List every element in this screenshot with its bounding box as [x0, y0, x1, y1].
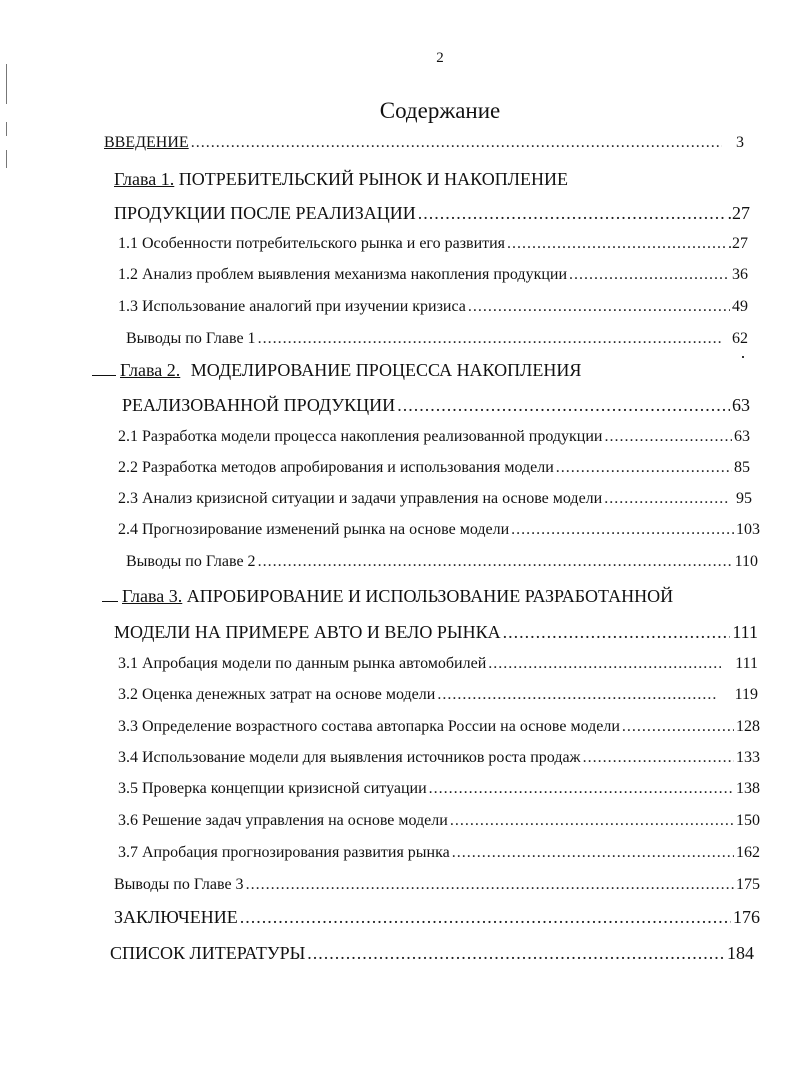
- leader-dots: [556, 455, 732, 481]
- leader-dots: [429, 776, 734, 802]
- toc-page-number: 162: [736, 844, 760, 861]
- chapter-3-title-line1: АПРОБИРОВАНИЕ И ИСПОЛЬЗОВАНИЕ РАЗРАБОТАННОЙ: [186, 586, 674, 606]
- toc-page-number: .27: [727, 203, 750, 223]
- toc-entry-label: ЗАКЛЮЧЕНИЕ: [114, 907, 238, 927]
- toc-entry-intro[interactable]: [104, 130, 744, 156]
- toc-entry-3-7[interactable]: [118, 840, 760, 866]
- toc-page-number: 176: [733, 907, 760, 927]
- page-title: Содержание: [379, 98, 501, 123]
- chapter-3-heading[interactable]: [102, 581, 673, 611]
- toc-page-number: 111: [735, 655, 758, 672]
- toc-entry-label: 2.2 Разработка методов апробирования и использования модели: [118, 459, 554, 476]
- toc-entry-3-2[interactable]: [118, 682, 758, 708]
- toc-entry-references[interactable]: [110, 938, 754, 968]
- page-number: 2: [436, 50, 444, 66]
- toc-page-number: 184: [727, 943, 754, 963]
- leader-dots: [511, 517, 734, 543]
- toc-entry-label: 2.4 Прогнозирование изменений рынка на основе модели: [118, 521, 510, 538]
- leader-dots: [604, 486, 728, 512]
- toc-page-number: 111: [732, 622, 758, 642]
- chapter-2-title-line2: РЕАЛИЗОВАННОЙ ПРОДУКЦИИ: [122, 395, 396, 415]
- toc-entry-label: 1.2 Анализ проблем выявления механизма накопления продукции: [118, 266, 568, 283]
- toc-entry-3-6[interactable]: [118, 808, 760, 834]
- chapter-1-heading[interactable]: [114, 164, 568, 194]
- toc-entry-label: ВВЕДЕНИЕ: [104, 134, 189, 151]
- toc-page-number: 150: [736, 812, 760, 829]
- toc-entry-2-1[interactable]: [118, 424, 750, 450]
- chapter-2-title-line1: МОДЕЛИРОВАНИЕ ПРОЦЕССА НАКОПЛЕНИЯ: [190, 360, 582, 380]
- toc-page-number: 62: [732, 330, 748, 347]
- toc-page-number: 95: [736, 490, 752, 507]
- toc-page-number: 63: [734, 428, 750, 445]
- chapter-3-title-line2: МОДЕЛИ НА ПРИМЕРЕ АВТО И ВЕЛО РЫНКА: [114, 622, 501, 642]
- toc-entry-3-5[interactable]: [118, 776, 760, 802]
- scan-margin-mark: [6, 122, 7, 136]
- leader-dots: [488, 651, 721, 677]
- toc-entry-3-3[interactable]: [118, 714, 760, 740]
- toc-page-number: 85: [734, 459, 750, 476]
- chapter-2-heading[interactable]: [92, 355, 581, 385]
- chapter-1-title-line2-row[interactable]: [114, 198, 750, 228]
- leader-dots: [583, 745, 734, 771]
- toc-entry-label: 2.3 Анализ кризисной ситуации и задачи управления на основе модели: [118, 490, 603, 507]
- leader-dots: [604, 424, 732, 450]
- toc-entry-conclusion-3[interactable]: [114, 872, 760, 898]
- toc-page-number: 49: [732, 298, 748, 315]
- toc-page-number: .27: [728, 235, 748, 252]
- leader-dots: [437, 682, 716, 708]
- chapter-2-title-line2-row[interactable]: [122, 390, 750, 420]
- toc-entry-label: 3.5 Проверка концепции кризисной ситуации: [118, 780, 427, 797]
- toc-entry-label: 3.2 Оценка денежных затрат на основе модели: [118, 686, 436, 703]
- toc-entry-label: 3.7 Апробация прогнозирования развития рынка: [118, 844, 450, 861]
- toc-entry-2-4[interactable]: [118, 517, 760, 543]
- toc-entry-1-1[interactable]: [118, 231, 748, 257]
- leader-dots: [507, 231, 726, 257]
- underline-lead: [102, 583, 118, 602]
- toc-entry-conclusion-1[interactable]: [126, 326, 748, 352]
- toc-entry-3-4[interactable]: [118, 745, 760, 771]
- toc-entry-label: 1.1 Особенности потребительского рынка и его развития: [118, 235, 506, 252]
- toc-page-number: 138: [736, 780, 760, 797]
- leader-dots: [468, 294, 730, 320]
- leader-dots: [191, 130, 722, 156]
- toc-entry-3-1[interactable]: [118, 651, 758, 677]
- toc-entry-2-3[interactable]: [118, 486, 752, 512]
- toc-entry-label: Выводы по Главе 1: [126, 330, 256, 347]
- toc-page-number: 175: [736, 876, 760, 893]
- toc-entry-label: Выводы по Главе 3: [114, 876, 244, 893]
- leader-dots: [450, 808, 734, 834]
- toc-page-number: 133: [736, 749, 760, 766]
- leader-dots: [569, 262, 730, 288]
- toc-entry-label: 3.4 Использование модели для выявления источников роста продаж: [118, 749, 581, 766]
- leader-dots: [246, 872, 734, 898]
- leader-dots: [418, 198, 726, 228]
- toc-entry-label: 2.1 Разработка модели процесса накопления реализованной продукции: [118, 428, 603, 445]
- leader-dots: [240, 902, 731, 932]
- leader-dots: [258, 326, 722, 352]
- toc-page-number: 110: [734, 553, 758, 570]
- chapter-1-title-line1: ПОТРЕБИТЕЛЬСКИЙ РЫНОК И НАКОПЛЕНИЕ: [178, 169, 568, 189]
- chapter-2-prefix: Глава 2.: [120, 360, 181, 380]
- leader-dots: [258, 549, 733, 575]
- toc-entry-label: 3.3 Определение возрастного состава автопарка России на основе модели: [118, 718, 620, 735]
- chapter-1-prefix: Глава 1.: [114, 169, 175, 189]
- toc-entry-conclusion-2[interactable]: [126, 549, 758, 575]
- leader-dots: [307, 938, 725, 968]
- toc-entry-label: Выводы по Главе 2: [126, 553, 256, 570]
- toc-entry-2-2[interactable]: [118, 455, 750, 481]
- toc-page-number: 128: [736, 718, 760, 735]
- scan-speck: [742, 356, 744, 358]
- chapter-3-title-line2-row[interactable]: [114, 617, 758, 647]
- chapter-1-title-line2: ПРОДУКЦИИ ПОСЛЕ РЕАЛИЗАЦИИ: [114, 203, 416, 223]
- toc-entry-1-2[interactable]: [118, 262, 748, 288]
- chapter-3-prefix: Глава 3.: [122, 586, 183, 606]
- leader-dots: [452, 840, 734, 866]
- leader-dots: [503, 617, 731, 647]
- toc-entry-label: 3.1 Апробация модели по данным рынка автомобилей: [118, 655, 487, 672]
- toc-entry-label: 3.6 Решение задач управления на основе модели: [118, 812, 448, 829]
- toc-page-number: 36: [732, 266, 748, 283]
- toc-entry-label: СПИСОК ЛИТЕРАТУРЫ: [110, 943, 306, 963]
- underline-lead: [92, 357, 116, 376]
- toc-page-number: 3: [736, 134, 744, 151]
- toc-entry-final-conclusion[interactable]: [114, 902, 760, 932]
- scan-margin-mark: [6, 150, 7, 168]
- toc-entry-1-3[interactable]: [118, 294, 748, 320]
- leader-dots: [622, 714, 734, 740]
- toc-page-number: 119: [734, 686, 758, 703]
- leader-dots: [397, 390, 730, 420]
- toc-page-number: 63: [732, 395, 750, 415]
- toc-entry-label: 1.3 Использование аналогий при изучении кризиса: [118, 298, 466, 315]
- toc-page-number: 103: [736, 521, 760, 538]
